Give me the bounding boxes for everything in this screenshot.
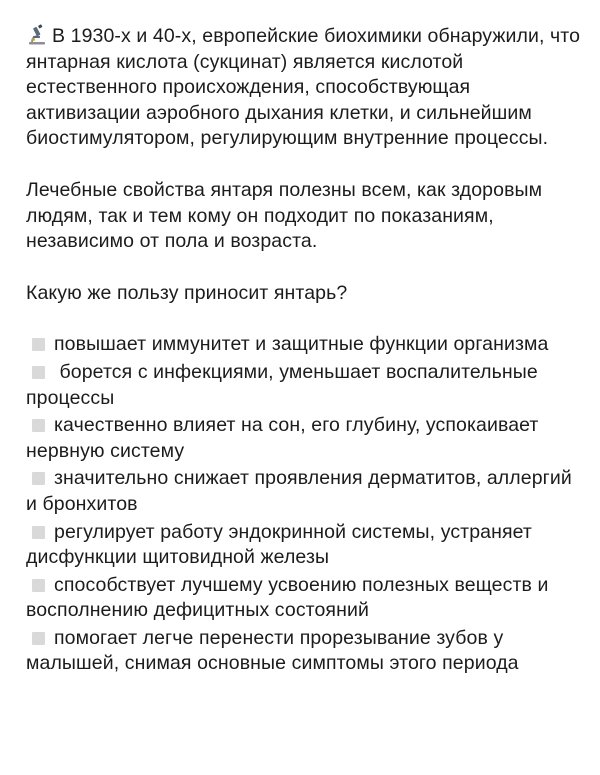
properties-paragraph: Лечебные свойства янтаря полезны всем, как здоровым людям, так и тем кому он подходит по показаниям, независимо от пола и возраста. (26, 178, 543, 253)
square-bullet-icon (32, 419, 45, 432)
square-bullet-icon (32, 579, 45, 592)
benefits-list (26, 332, 586, 677)
list-item: повышает иммунитет и защитные функции организма (26, 332, 586, 358)
question-heading: Какую же пользу приносит янтарь? (26, 281, 348, 304)
post-body (26, 24, 586, 679)
square-bullet-icon (32, 526, 45, 539)
square-bullet-icon (32, 366, 45, 379)
square-bullet-icon (32, 632, 45, 645)
intro-paragraph (26, 24, 586, 152)
list-item: значительно снижает проявления дерматитов, аллергий и бронхитов (26, 467, 572, 515)
list-item: борется с инфекциями, уменьшает воспалительные процессы (26, 360, 538, 409)
list-item: качественно влияет на сон, его глубину, успокаивает нервную систему (26, 414, 539, 462)
intro-text: В 1930-х и 40-х, европейские биохимики обнаружили, что янтарная кислота (сукцинат) является кислотой естественного происхождения, способствующая активизации аэробного дыхания клетки, и сильнейшим биостимулятором, регулирующим внутренние процессы. (26, 25, 581, 150)
list-item: способствует лучшему усвоению полезных веществ и восполнению дефицитных состояний (26, 573, 549, 622)
square-bullet-icon (32, 472, 45, 485)
square-bullet-icon (32, 338, 45, 351)
list-item: помогает легче перенести прорезывание зубов у малышей, снимая основные симптомы этого периода (26, 626, 519, 675)
list-item: регулирует работу эндокринной системы, устраняет дисфункции щитовидной железы (26, 520, 532, 569)
microscope-icon (26, 24, 48, 46)
